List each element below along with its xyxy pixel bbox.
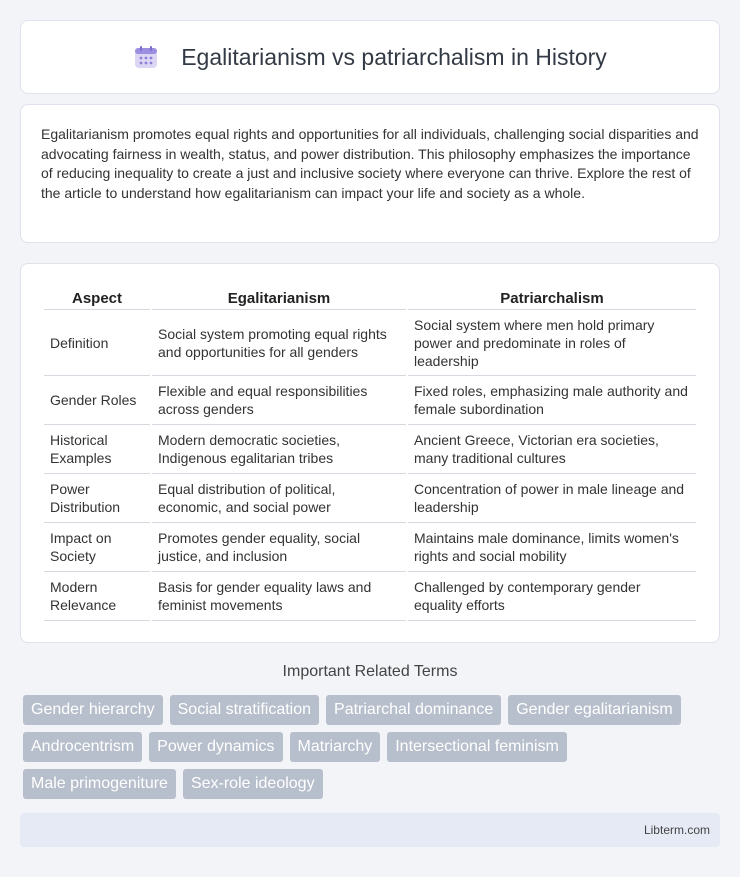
related-term-tag[interactable]: Patriarchal dominance <box>326 695 501 725</box>
page-title: Egalitarianism vs patriarchalism in History <box>181 43 607 70</box>
table-row <box>44 310 696 376</box>
related-term-tag[interactable]: Intersectional feminism <box>387 732 567 762</box>
tag-row <box>23 695 723 725</box>
table-row <box>44 425 696 474</box>
cell-egalitarianism: Promotes gender equality, social justice, and inclusion <box>152 523 406 572</box>
cell-patriarchalism: Concentration of power in male lineage and leadership <box>408 474 696 523</box>
cell-aspect: Impact on Society <box>44 523 150 572</box>
cell-aspect: Modern Relevance <box>44 572 150 621</box>
related-term-tag[interactable]: Androcentrism <box>23 732 142 762</box>
comparison-table-card <box>20 263 720 643</box>
intro-paragraph: Egalitarianism promotes equal rights and opportunities for all individuals, challenging social disparities and advocating fairness in wealth, status, and power distribution. This philosophy emphasizes the importance of reducing inequality to create a just and inclusive society where everyone can thrive. Explore the rest of the article to understand how egalitarianism can impact your life and society as a whole. <box>41 126 699 201</box>
related-term-tag[interactable]: Sex-role ideology <box>183 769 323 799</box>
cell-patriarchalism: Ancient Greece, Victorian era societies, many traditional cultures <box>408 425 696 474</box>
related-term-tag[interactable]: Gender egalitarianism <box>508 695 681 725</box>
cell-patriarchalism: Challenged by contemporary gender equality efforts <box>408 572 696 621</box>
cell-egalitarianism: Basis for gender equality laws and feminist movements <box>152 572 406 621</box>
table-header-row <box>44 288 696 310</box>
cell-aspect: Power Distribution <box>44 474 150 523</box>
table-row <box>44 376 696 425</box>
cell-egalitarianism: Equal distribution of political, economic, and social power <box>152 474 406 523</box>
table-row <box>44 523 696 572</box>
cell-egalitarianism: Flexible and equal responsibilities across genders <box>152 376 406 425</box>
table-row <box>44 572 696 621</box>
header-card <box>20 20 720 94</box>
related-term-tag[interactable]: Power dynamics <box>149 732 282 762</box>
related-term-tag[interactable]: Gender hierarchy <box>23 695 163 725</box>
column-header-egalitarianism: Egalitarianism <box>152 288 406 310</box>
intro-card <box>20 104 720 243</box>
cell-egalitarianism: Social system promoting equal rights and opportunities for all genders <box>152 310 406 376</box>
calendar-icon <box>133 44 159 70</box>
cell-egalitarianism: Modern democratic societies, Indigenous egalitarian tribes <box>152 425 406 474</box>
tag-row <box>23 732 723 762</box>
cell-aspect: Gender Roles <box>44 376 150 425</box>
comparison-table <box>42 288 698 621</box>
table-row <box>44 474 696 523</box>
tag-row <box>23 769 723 799</box>
cell-aspect: Definition <box>44 310 150 376</box>
cell-patriarchalism: Social system where men hold primary power and predominate in roles of leadership <box>408 310 696 376</box>
cell-aspect: Historical Examples <box>44 425 150 474</box>
related-terms-heading: Important Related Terms <box>282 663 458 680</box>
related-term-tag[interactable]: Social stratification <box>170 695 319 725</box>
footer-site-link[interactable]: Libterm.com <box>643 823 710 837</box>
cell-patriarchalism: Fixed roles, emphasizing male authority and female subordination <box>408 376 696 425</box>
column-header-aspect: Aspect <box>44 288 150 310</box>
related-term-tag[interactable]: Male primogeniture <box>23 769 176 799</box>
footer <box>20 813 720 847</box>
related-terms-list <box>23 695 723 806</box>
cell-patriarchalism: Maintains male dominance, limits women's rights and social mobility <box>408 523 696 572</box>
column-header-patriarchalism: Patriarchalism <box>408 288 696 310</box>
related-term-tag[interactable]: Matriarchy <box>290 732 381 762</box>
